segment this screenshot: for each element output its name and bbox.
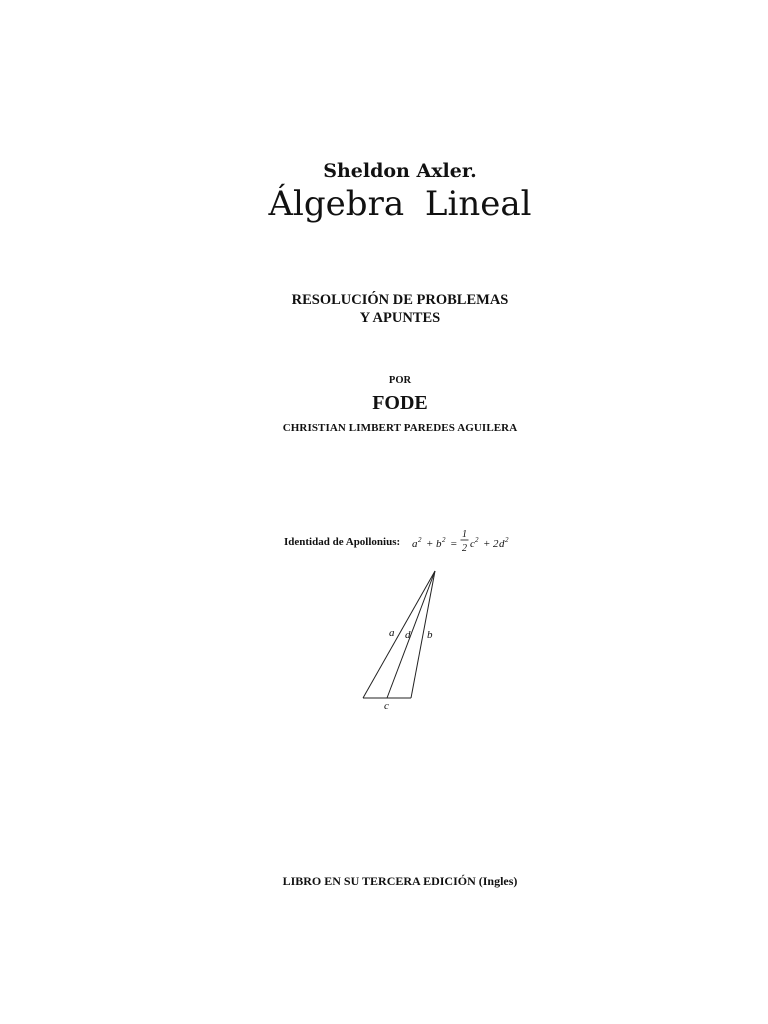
svg-text:b: b — [436, 538, 442, 550]
subtitle-line-2: Y APUNTES — [359, 310, 441, 326]
subtitle — [0, 291, 768, 327]
by-label: POR — [388, 375, 412, 386]
pseudonym: FODE — [372, 392, 428, 414]
svg-text:2: 2 — [493, 538, 499, 550]
identity-formula-graphic — [412, 527, 532, 561]
svg-text:a: a — [412, 538, 418, 550]
label-a: a — [389, 627, 395, 639]
identity-formula — [412, 527, 532, 564]
svg-text:2: 2 — [418, 536, 422, 544]
identity-label: Identidad de Apollonius: — [284, 536, 401, 548]
label-c: c — [384, 700, 389, 712]
label-b: b — [427, 629, 433, 641]
svg-text:d: d — [499, 538, 505, 550]
svg-text:=: = — [450, 538, 458, 550]
subtitle-line-1: RESOLUCIÓN DE PROBLEMAS — [291, 292, 509, 308]
svg-text:2: 2 — [505, 536, 509, 544]
author-name: Sheldon Axler. — [323, 160, 477, 182]
svg-text:1: 1 — [462, 529, 467, 540]
svg-text:2: 2 — [475, 536, 479, 544]
svg-text:+: + — [426, 538, 434, 550]
book-title: Álgebra Lineal — [268, 184, 532, 224]
svg-text:+: + — [483, 538, 491, 550]
svg-text:2: 2 — [442, 536, 446, 544]
full-name: CHRISTIAN LIMBERT PAREDES AGUILERA — [282, 422, 518, 434]
svg-text:2: 2 — [462, 543, 467, 554]
apollonius-triangle-diagram — [355, 565, 465, 715]
side-a-line — [363, 571, 435, 698]
edition-note: LIBRO EN SU TERCERA EDICIÓN (Ingles) — [282, 874, 518, 888]
svg-text:c: c — [470, 538, 475, 550]
label-d: d — [405, 629, 411, 641]
